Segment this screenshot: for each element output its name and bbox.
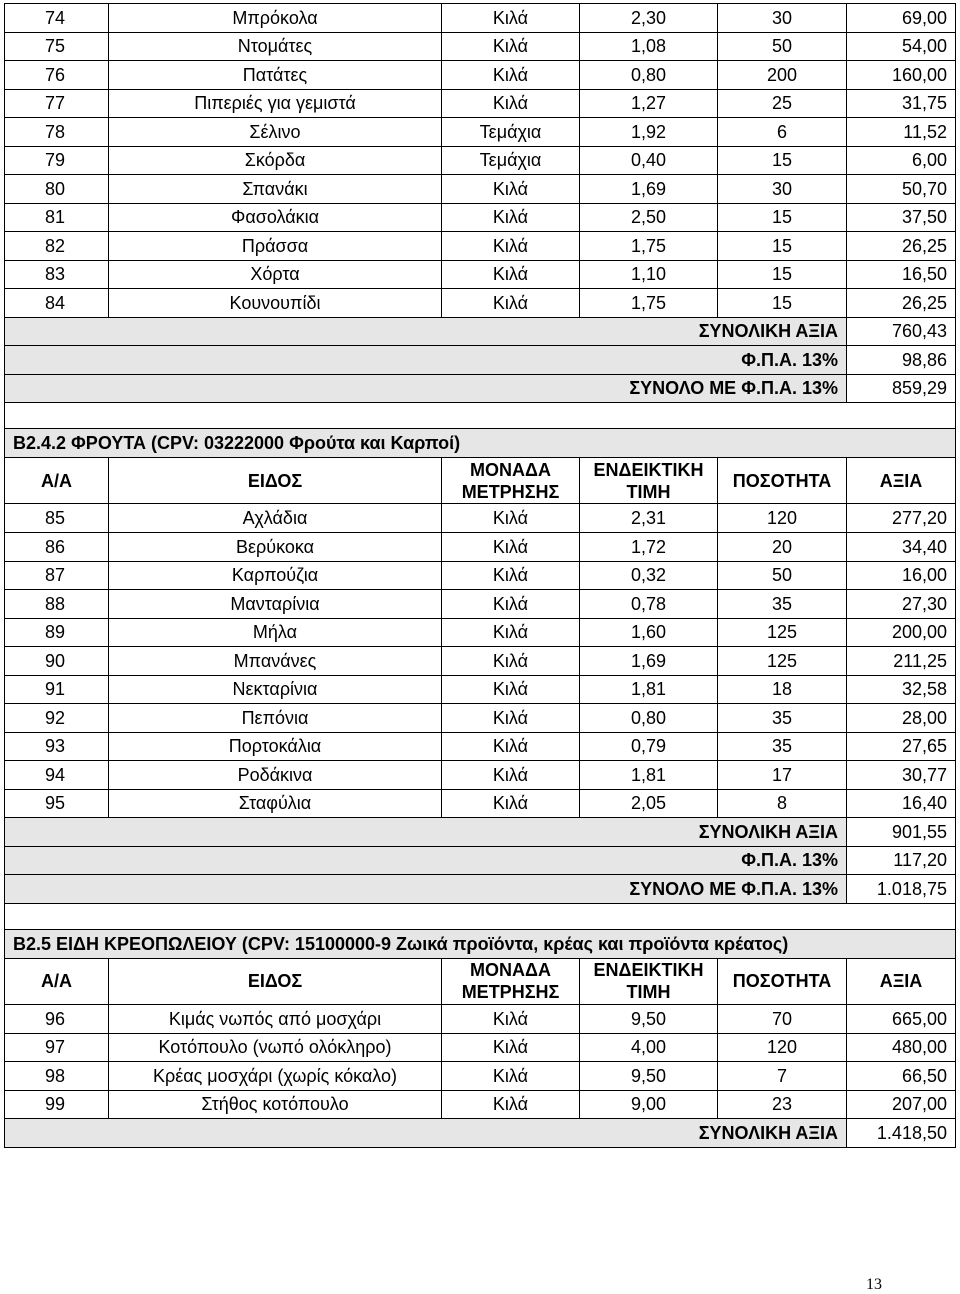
item-unit: Κιλά — [442, 704, 580, 733]
item-number: 81 — [5, 203, 109, 232]
item-price: 0,79 — [580, 732, 718, 761]
item-value: 50,70 — [847, 175, 956, 204]
item-name: Χόρτα — [109, 260, 442, 289]
item-number: 76 — [5, 61, 109, 90]
item-number: 93 — [5, 732, 109, 761]
item-quantity: 50 — [718, 561, 847, 590]
table-row — [5, 146, 956, 175]
spacer-row — [5, 903, 956, 929]
table-row — [5, 175, 956, 204]
header-price-line2: ΤΙΜΗ — [626, 982, 671, 1002]
item-number: 86 — [5, 533, 109, 562]
item-price: 0,32 — [580, 561, 718, 590]
table-row — [5, 4, 956, 33]
item-quantity: 8 — [718, 789, 847, 818]
item-number: 88 — [5, 590, 109, 619]
total-row — [5, 818, 956, 847]
item-price: 1,81 — [580, 761, 718, 790]
table-row — [5, 32, 956, 61]
item-number: 78 — [5, 118, 109, 147]
item-name: Αχλάδια — [109, 504, 442, 533]
item-name: Μπρόκολα — [109, 4, 442, 33]
item-unit: Κιλά — [442, 1090, 580, 1119]
total-label: ΣΥΝΟΛΙΚΗ ΑΞΙΑ — [5, 317, 847, 346]
item-price: 1,69 — [580, 175, 718, 204]
item-unit: Κιλά — [442, 561, 580, 590]
item-value: 54,00 — [847, 32, 956, 61]
item-value: 16,40 — [847, 789, 956, 818]
item-price: 1,75 — [580, 232, 718, 261]
item-value: 37,50 — [847, 203, 956, 232]
item-quantity: 30 — [718, 175, 847, 204]
item-unit: Τεμάχια — [442, 118, 580, 147]
table-row — [5, 590, 956, 619]
item-value: 30,77 — [847, 761, 956, 790]
item-name: Πιπεριές για γεμιστά — [109, 89, 442, 118]
item-value: 27,65 — [847, 732, 956, 761]
item-price: 1,75 — [580, 289, 718, 318]
item-quantity: 120 — [718, 504, 847, 533]
price-table — [4, 3, 956, 1148]
item-price: 4,00 — [580, 1033, 718, 1062]
item-value: 6,00 — [847, 146, 956, 175]
item-unit: Κιλά — [442, 732, 580, 761]
item-unit: Κιλά — [442, 647, 580, 676]
table-row — [5, 1004, 956, 1033]
spacer-cell — [5, 903, 956, 929]
table-row — [5, 732, 956, 761]
item-value: 69,00 — [847, 4, 956, 33]
page-number: 13 — [866, 1276, 882, 1293]
total-value: 901,55 — [847, 818, 956, 847]
item-name: Πεπόνια — [109, 704, 442, 733]
item-name: Πορτοκάλια — [109, 732, 442, 761]
table-row — [5, 704, 956, 733]
item-price: 1,72 — [580, 533, 718, 562]
column-header-row — [5, 958, 956, 1004]
table-row — [5, 789, 956, 818]
item-value: 211,25 — [847, 647, 956, 676]
item-value: 16,50 — [847, 260, 956, 289]
item-value: 34,40 — [847, 533, 956, 562]
header-unit-line1: ΜΟΝΑΔΑ — [470, 459, 551, 480]
item-unit: Κιλά — [442, 260, 580, 289]
item-number: 85 — [5, 504, 109, 533]
item-price: 2,05 — [580, 789, 718, 818]
item-price: 9,00 — [580, 1090, 718, 1119]
item-name: Κουνουπίδι — [109, 289, 442, 318]
table-row — [5, 1033, 956, 1062]
item-price: 9,50 — [580, 1062, 718, 1091]
item-unit: Κιλά — [442, 289, 580, 318]
item-name: Σέλινο — [109, 118, 442, 147]
item-value: 26,25 — [847, 232, 956, 261]
total-value: 1.418,50 — [847, 1119, 956, 1148]
item-price: 0,80 — [580, 704, 718, 733]
header-value: ΑΞΙΑ — [847, 958, 956, 1004]
item-unit: Κιλά — [442, 1062, 580, 1091]
item-quantity: 125 — [718, 647, 847, 676]
header-price-line2: ΤΙΜΗ — [626, 481, 671, 502]
table-row — [5, 1090, 956, 1119]
item-unit: Κιλά — [442, 1004, 580, 1033]
item-name: Βερύκοκα — [109, 533, 442, 562]
item-quantity: 23 — [718, 1090, 847, 1119]
total-value: 98,86 — [847, 346, 956, 375]
item-price: 1,69 — [580, 647, 718, 676]
item-unit: Κιλά — [442, 61, 580, 90]
item-number: 94 — [5, 761, 109, 790]
item-number: 99 — [5, 1090, 109, 1119]
item-price: 2,30 — [580, 4, 718, 33]
header-item: ΕΙΔΟΣ — [109, 458, 442, 504]
item-price: 9,50 — [580, 1004, 718, 1033]
item-name: Σκόρδα — [109, 146, 442, 175]
item-name: Σταφύλια — [109, 789, 442, 818]
item-unit: Κιλά — [442, 504, 580, 533]
item-quantity: 50 — [718, 32, 847, 61]
table-row — [5, 1062, 956, 1091]
table-row — [5, 232, 956, 261]
total-label: Φ.Π.Α. 13% — [5, 846, 847, 875]
table-row — [5, 504, 956, 533]
price-table-body — [5, 4, 956, 1148]
table-row — [5, 260, 956, 289]
item-name: Κρέας μοσχάρι (χωρίς κόκαλο) — [109, 1062, 442, 1091]
section-title-row — [5, 429, 956, 458]
item-price: 1,27 — [580, 89, 718, 118]
total-row — [5, 875, 956, 904]
price-table-sheet — [4, 3, 955, 1148]
item-name: Μήλα — [109, 618, 442, 647]
table-row — [5, 675, 956, 704]
total-value: 760,43 — [847, 317, 956, 346]
item-number: 98 — [5, 1062, 109, 1091]
item-unit: Κιλά — [442, 789, 580, 818]
header-value: ΑΞΙΑ — [847, 458, 956, 504]
table-row — [5, 761, 956, 790]
header-unit — [442, 958, 580, 1004]
item-name: Πράσσα — [109, 232, 442, 261]
item-value: 665,00 — [847, 1004, 956, 1033]
total-value: 1.018,75 — [847, 875, 956, 904]
item-name: Φασολάκια — [109, 203, 442, 232]
item-quantity: 125 — [718, 618, 847, 647]
item-quantity: 35 — [718, 732, 847, 761]
item-number: 92 — [5, 704, 109, 733]
item-name: Κιμάς νωπός από μοσχάρι — [109, 1004, 442, 1033]
item-unit: Τεμάχια — [442, 146, 580, 175]
item-name: Νεκταρίνια — [109, 675, 442, 704]
item-unit: Κιλά — [442, 1033, 580, 1062]
item-quantity: 120 — [718, 1033, 847, 1062]
item-price: 1,10 — [580, 260, 718, 289]
header-price-line1: ΕΝΔΕΙΚΤΙΚΗ — [593, 459, 704, 480]
item-unit: Κιλά — [442, 675, 580, 704]
item-name: Στήθος κοτόπουλο — [109, 1090, 442, 1119]
item-quantity: 7 — [718, 1062, 847, 1091]
item-unit: Κιλά — [442, 533, 580, 562]
header-price — [580, 458, 718, 504]
item-price: 2,31 — [580, 504, 718, 533]
total-label: Φ.Π.Α. 13% — [5, 346, 847, 375]
item-quantity: 25 — [718, 89, 847, 118]
item-value: 32,58 — [847, 675, 956, 704]
item-unit: Κιλά — [442, 618, 580, 647]
item-name: Κοτόπουλο (νωπό ολόκληρο) — [109, 1033, 442, 1062]
item-price: 1,81 — [580, 675, 718, 704]
header-item: ΕΙΔΟΣ — [109, 958, 442, 1004]
item-number: 75 — [5, 32, 109, 61]
item-number: 87 — [5, 561, 109, 590]
item-name: Πατάτες — [109, 61, 442, 90]
section-title-row — [5, 929, 956, 958]
item-value: 28,00 — [847, 704, 956, 733]
table-row — [5, 118, 956, 147]
item-unit: Κιλά — [442, 175, 580, 204]
total-label: ΣΥΝΟΛΙΚΗ ΑΞΙΑ — [5, 818, 847, 847]
header-quantity: ΠΟΣΟΤΗΤΑ — [718, 458, 847, 504]
table-row — [5, 289, 956, 318]
table-row — [5, 61, 956, 90]
item-quantity: 70 — [718, 1004, 847, 1033]
item-value: 207,00 — [847, 1090, 956, 1119]
item-quantity: 15 — [718, 232, 847, 261]
item-price: 1,08 — [580, 32, 718, 61]
item-price: 2,50 — [580, 203, 718, 232]
spacer-row — [5, 403, 956, 429]
section-title: Β2.5 ΕΙΔΗ ΚΡΕΟΠΩΛΕΙΟΥ (CPV: 15100000-9 Ζωικά προϊόντα, κρέας και προϊόντα κρέατος) — [5, 929, 956, 958]
header-no: Α/Α — [5, 958, 109, 1004]
item-value: 16,00 — [847, 561, 956, 590]
section-title: Β2.4.2 ΦΡΟΥΤΑ (CPV: 03222000 Φρούτα και Καρποί) — [5, 429, 956, 458]
table-row — [5, 89, 956, 118]
item-value: 480,00 — [847, 1033, 956, 1062]
item-price: 0,80 — [580, 61, 718, 90]
item-quantity: 18 — [718, 675, 847, 704]
header-price — [580, 958, 718, 1004]
item-unit: Κιλά — [442, 232, 580, 261]
item-quantity: 15 — [718, 260, 847, 289]
total-row — [5, 374, 956, 403]
item-name: Ροδάκινα — [109, 761, 442, 790]
header-unit-line2: ΜΕΤΡΗΣΗΣ — [461, 982, 560, 1002]
item-unit: Κιλά — [442, 32, 580, 61]
item-name: Μπανάνες — [109, 647, 442, 676]
column-header-row — [5, 458, 956, 504]
item-price: 1,60 — [580, 618, 718, 647]
total-row — [5, 346, 956, 375]
total-label: ΣΥΝΟΛΙΚΗ ΑΞΙΑ — [5, 1119, 847, 1148]
item-number: 91 — [5, 675, 109, 704]
header-no: Α/Α — [5, 458, 109, 504]
table-row — [5, 561, 956, 590]
item-number: 74 — [5, 4, 109, 33]
item-unit: Κιλά — [442, 4, 580, 33]
header-unit-line2: ΜΕΤΡΗΣΗΣ — [461, 481, 560, 502]
item-quantity: 6 — [718, 118, 847, 147]
item-number: 96 — [5, 1004, 109, 1033]
item-number: 83 — [5, 260, 109, 289]
item-quantity: 20 — [718, 533, 847, 562]
item-unit: Κιλά — [442, 203, 580, 232]
item-name: Καρπούζια — [109, 561, 442, 590]
item-value: 277,20 — [847, 504, 956, 533]
item-value: 66,50 — [847, 1062, 956, 1091]
item-value: 31,75 — [847, 89, 956, 118]
total-label: ΣΥΝΟΛΟ ΜΕ Φ.Π.Α. 13% — [5, 875, 847, 904]
item-quantity: 15 — [718, 289, 847, 318]
spacer-cell — [5, 403, 956, 429]
total-label: ΣΥΝΟΛΟ ΜΕ Φ.Π.Α. 13% — [5, 374, 847, 403]
item-number: 89 — [5, 618, 109, 647]
table-row — [5, 203, 956, 232]
header-unit — [442, 458, 580, 504]
item-quantity: 15 — [718, 203, 847, 232]
item-quantity: 35 — [718, 704, 847, 733]
item-value: 11,52 — [847, 118, 956, 147]
item-quantity: 15 — [718, 146, 847, 175]
item-price: 0,78 — [580, 590, 718, 619]
item-name: Μανταρίνια — [109, 590, 442, 619]
total-value: 859,29 — [847, 374, 956, 403]
item-quantity: 17 — [718, 761, 847, 790]
total-row — [5, 317, 956, 346]
item-number: 84 — [5, 289, 109, 318]
header-unit-line1: ΜΟΝΑΔΑ — [470, 960, 551, 980]
item-number: 95 — [5, 789, 109, 818]
item-quantity: 200 — [718, 61, 847, 90]
item-price: 1,92 — [580, 118, 718, 147]
item-quantity: 30 — [718, 4, 847, 33]
header-quantity: ΠΟΣΟΤΗΤΑ — [718, 958, 847, 1004]
item-number: 97 — [5, 1033, 109, 1062]
item-quantity: 35 — [718, 590, 847, 619]
item-unit: Κιλά — [442, 590, 580, 619]
table-row — [5, 533, 956, 562]
item-number: 80 — [5, 175, 109, 204]
item-number: 79 — [5, 146, 109, 175]
item-unit: Κιλά — [442, 89, 580, 118]
item-value: 160,00 — [847, 61, 956, 90]
header-price-line1: ΕΝΔΕΙΚΤΙΚΗ — [593, 960, 704, 980]
total-value: 117,20 — [847, 846, 956, 875]
item-value: 26,25 — [847, 289, 956, 318]
table-row — [5, 647, 956, 676]
table-row — [5, 618, 956, 647]
item-name: Ντομάτες — [109, 32, 442, 61]
item-value: 200,00 — [847, 618, 956, 647]
item-unit: Κιλά — [442, 761, 580, 790]
item-name: Σπανάκι — [109, 175, 442, 204]
total-row — [5, 1119, 956, 1148]
item-price: 0,40 — [580, 146, 718, 175]
item-number: 90 — [5, 647, 109, 676]
item-number: 82 — [5, 232, 109, 261]
total-row — [5, 846, 956, 875]
item-number: 77 — [5, 89, 109, 118]
item-value: 27,30 — [847, 590, 956, 619]
